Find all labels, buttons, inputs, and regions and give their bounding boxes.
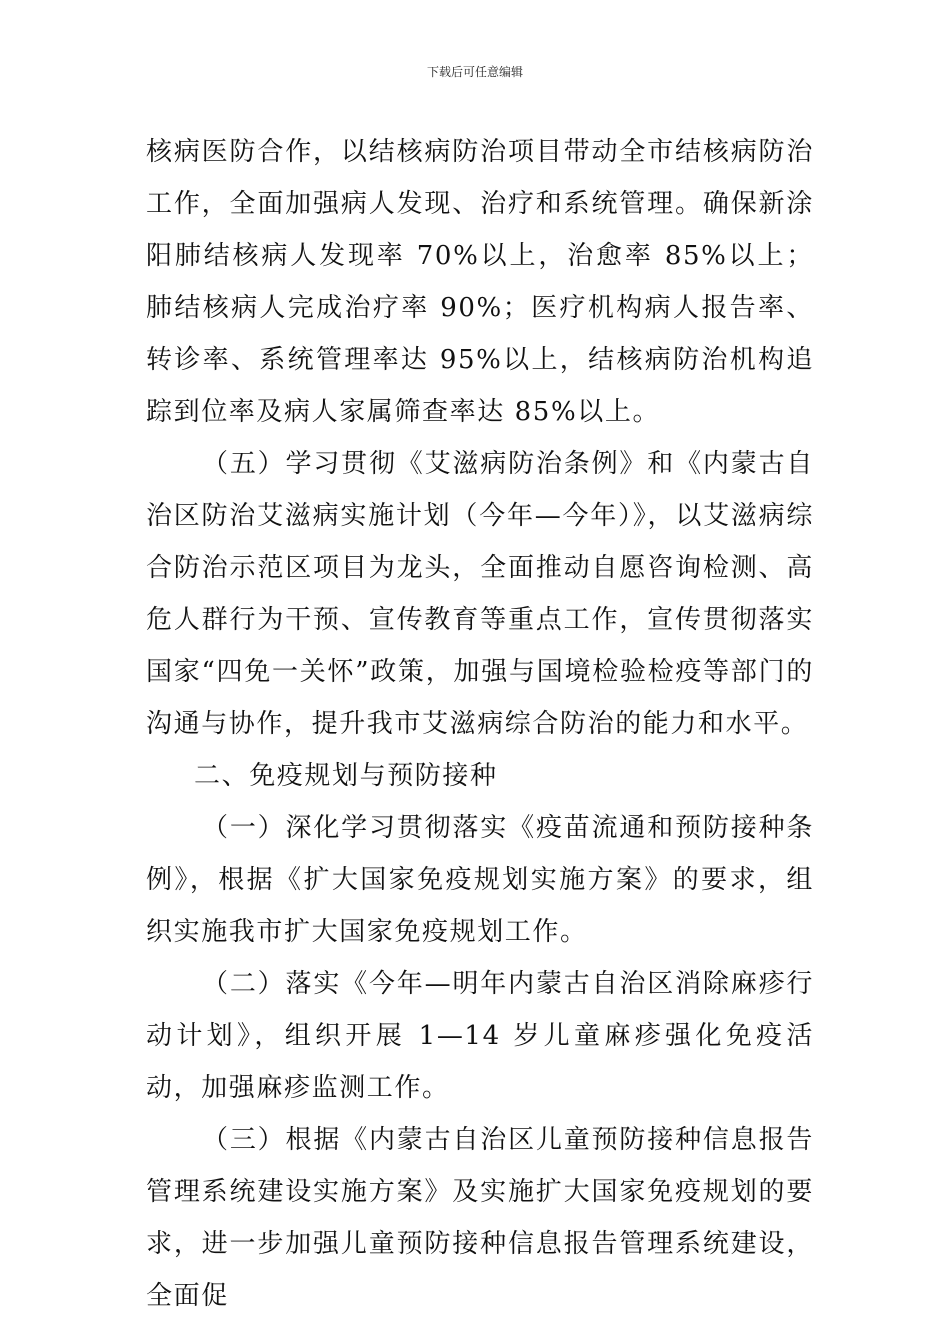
section-heading-immunization: 二、免疫规划与预防接种 — [194, 761, 498, 791]
document-body — [146, 126, 814, 1322]
paragraph-tuberculosis: 核病医防合作，以结核病防治项目带动全市结核病防治工作，全面加强病人发现、治疗和系统管理。确保新涂阳肺结核病人发现率 70%以上，治愈率 85%以上；肺结核病人完成治疗率 90%；医疗机构病人报告率、转诊率、系统管理率达 95%以上，结核病防治机构追踪到位率及病人家属筛查率达 85%以上。 — [146, 137, 814, 427]
page-header: 下载后可任意编辑 — [426, 65, 523, 79]
paragraph-measles: （二）落实《今年—明年内蒙古自治区消除麻疹行动计划》，组织开展 1—14 岁儿童麻疹强化免疫活动，加强麻疹监测工作。 — [146, 969, 814, 1103]
paragraph-information-system: （三）根据《内蒙古自治区儿童预防接种信息报告管理系统建设实施方案》及实施扩大国家免疫规划的要求，进一步加强儿童预防接种信息报告管理系统建设，全面促 — [146, 1125, 814, 1311]
paragraph-vaccine-regulation: （一）深化学习贯彻落实《疫苗流通和预防接种条例》，根据《扩大国家免疫规划实施方案》的要求，组织实施我市扩大国家免疫规划工作。 — [146, 813, 814, 947]
paragraph-aids: （五）学习贯彻《艾滋病防治条例》和《内蒙古自治区防治艾滋病实施计划（今年—今年）》，以艾滋病综合防治示范区项目为龙头，全面推动自愿咨询检测、高危人群行为干预、宣传教育等重点工作，宣传贯彻落实国家“四免一关怀”政策，加强与国境检验检疫等部门的沟通与协作，提升我市艾滋病综合防治的能力和水平。 — [146, 449, 814, 739]
